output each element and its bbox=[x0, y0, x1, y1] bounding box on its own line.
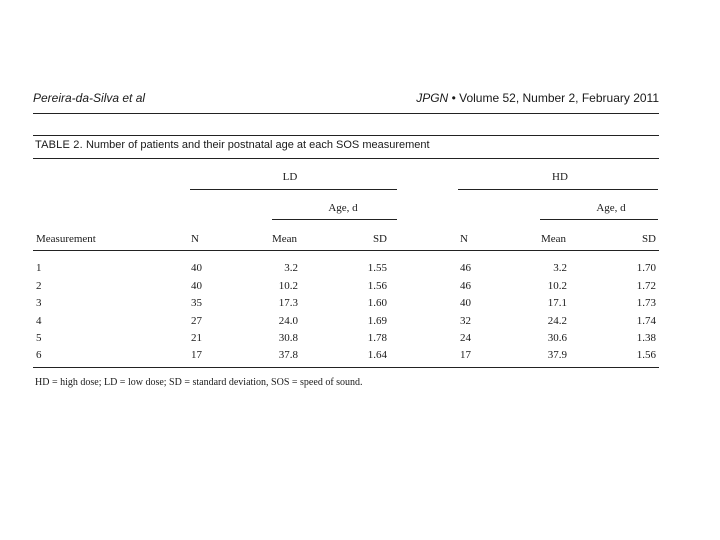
running-header bbox=[33, 89, 659, 109]
cell-measurement: 1 bbox=[36, 262, 42, 274]
caption-bottom-rule bbox=[33, 158, 659, 159]
cell-hd-mean: 24.2 bbox=[547, 315, 567, 327]
table-caption bbox=[35, 139, 659, 151]
cell-measurement: 3 bbox=[36, 297, 42, 309]
cell-ld-mean: 30.8 bbox=[278, 332, 298, 344]
header-journal bbox=[416, 91, 659, 105]
cell-hd-sd: 1.73 bbox=[636, 297, 656, 309]
caption-label: TABLE 2. bbox=[35, 139, 83, 151]
cell-hd-mean: 37.9 bbox=[547, 349, 567, 361]
cell-hd-n: 17 bbox=[460, 349, 471, 361]
cell-ld-n: 35 bbox=[191, 297, 202, 309]
header-rule bbox=[33, 113, 659, 114]
cell-hd-n: 46 bbox=[460, 280, 471, 292]
ld-age-rule bbox=[272, 219, 397, 220]
hd-age-rule bbox=[540, 219, 658, 220]
journal-details: Volume 52, Number 2, February 2011 bbox=[459, 91, 659, 105]
cell-hd-sd: 1.72 bbox=[636, 280, 656, 292]
cell-hd-sd: 1.38 bbox=[636, 332, 656, 344]
cell-ld-sd: 1.64 bbox=[367, 349, 387, 361]
cell-ld-n: 27 bbox=[191, 315, 202, 327]
table-bottom-rule bbox=[33, 367, 659, 368]
cell-ld-sd: 1.56 bbox=[367, 280, 387, 292]
col-header-mean-ld: Mean bbox=[272, 233, 298, 245]
cell-hd-mean: 30.6 bbox=[547, 332, 567, 344]
header-bottom-rule bbox=[33, 250, 659, 251]
cell-measurement: 5 bbox=[36, 332, 42, 344]
col-header-sd-hd: SD bbox=[641, 233, 656, 245]
journal-name: JPGN bbox=[416, 91, 449, 105]
col-header-n-ld: N bbox=[191, 233, 199, 245]
caption-top-rule bbox=[33, 135, 659, 136]
cell-hd-n: 24 bbox=[460, 332, 471, 344]
header-authors: Pereira-da-Silva et al bbox=[33, 91, 146, 105]
cell-hd-mean: 3.2 bbox=[553, 262, 567, 274]
cell-hd-n: 46 bbox=[460, 262, 471, 274]
cell-ld-n: 17 bbox=[191, 349, 202, 361]
cell-ld-mean: 3.2 bbox=[284, 262, 298, 274]
cell-ld-n: 40 bbox=[191, 262, 202, 274]
cell-ld-mean: 24.0 bbox=[278, 315, 298, 327]
age-header-ld: Age, d bbox=[328, 202, 358, 214]
cell-ld-sd: 1.78 bbox=[367, 332, 387, 344]
table-footnote: HD = high dose; LD = low dose; SD = standard deviation, SOS = speed of sound. bbox=[35, 377, 363, 388]
age-header-hd: Age, d bbox=[596, 202, 626, 214]
col-header-measurement: Measurement bbox=[36, 233, 96, 245]
cell-ld-mean: 10.2 bbox=[278, 280, 298, 292]
cell-ld-n: 21 bbox=[191, 332, 202, 344]
cell-ld-mean: 37.8 bbox=[278, 349, 298, 361]
cell-hd-sd: 1.56 bbox=[636, 349, 656, 361]
cell-hd-mean: 10.2 bbox=[547, 280, 567, 292]
col-header-mean-hd: Mean bbox=[541, 233, 567, 245]
cell-ld-sd: 1.60 bbox=[367, 297, 387, 309]
col-header-n-hd: N bbox=[460, 233, 468, 245]
cell-hd-n: 32 bbox=[460, 315, 471, 327]
ld-group-rule bbox=[190, 189, 397, 190]
col-header-sd-ld: SD bbox=[372, 233, 387, 245]
cell-measurement: 2 bbox=[36, 280, 42, 292]
cell-ld-mean: 17.3 bbox=[278, 297, 298, 309]
journal-bullet: • bbox=[451, 91, 456, 105]
cell-ld-n: 40 bbox=[191, 280, 202, 292]
cell-measurement: 6 bbox=[36, 349, 42, 361]
cell-ld-sd: 1.55 bbox=[367, 262, 387, 274]
cell-hd-sd: 1.70 bbox=[636, 262, 656, 274]
caption-text: Number of patients and their postnatal age at each SOS measurement bbox=[85, 139, 430, 151]
group-header-ld: LD bbox=[282, 171, 298, 183]
hd-group-rule bbox=[458, 189, 658, 190]
cell-hd-sd: 1.74 bbox=[636, 315, 656, 327]
cell-measurement: 4 bbox=[36, 315, 42, 327]
cell-hd-n: 40 bbox=[460, 297, 471, 309]
group-header-hd: HD bbox=[552, 171, 568, 183]
cell-ld-sd: 1.69 bbox=[367, 315, 387, 327]
cell-hd-mean: 17.1 bbox=[547, 297, 567, 309]
